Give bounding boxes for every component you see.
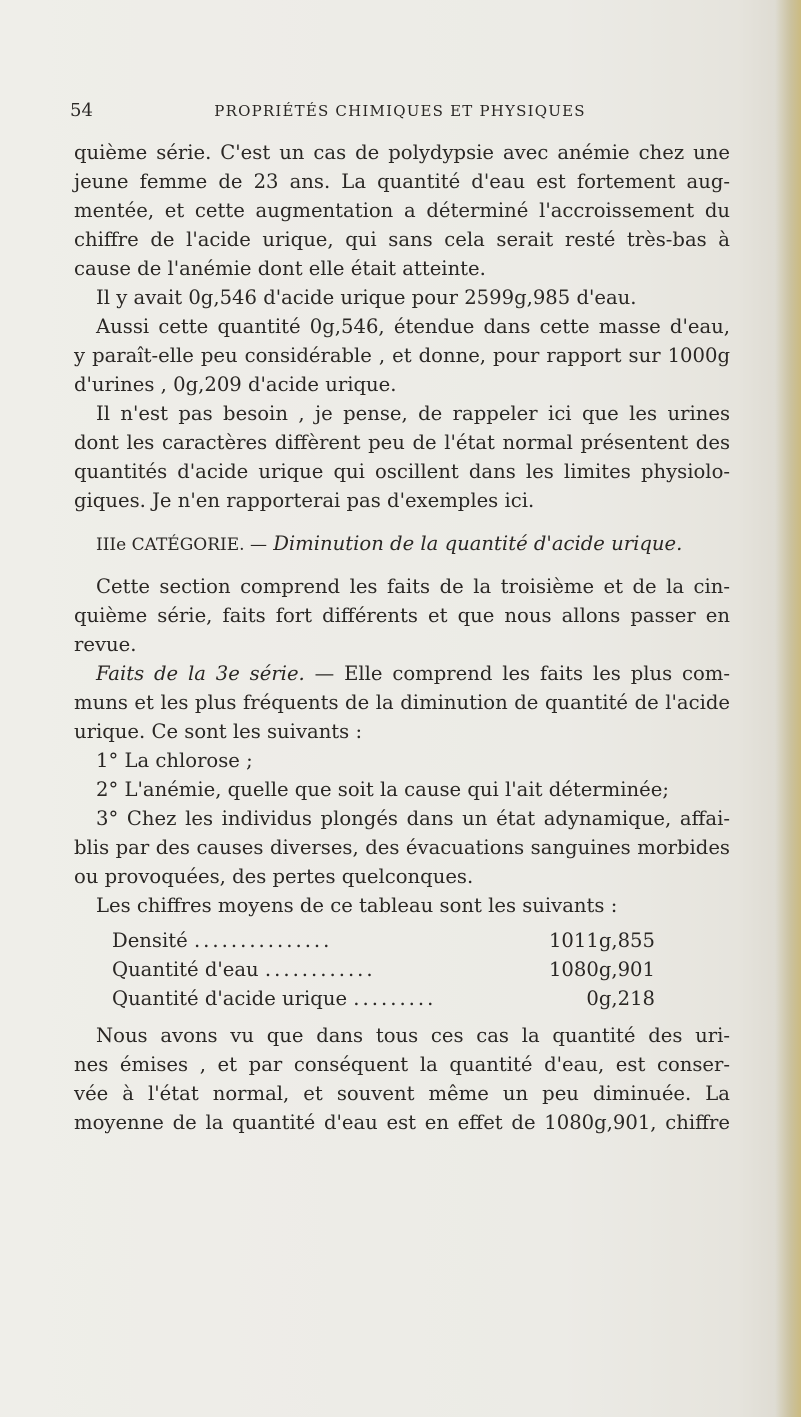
row-value: 0g,218: [586, 987, 655, 1010]
text-line: blis par des causes diverses, des évacuations sanguines morbides: [74, 836, 730, 859]
category-prefix: IIIe CATÉGORIE. —: [96, 535, 267, 555]
text-line: Nous avons vu que dans tous ces cas la quantité des uri-: [96, 1024, 730, 1047]
text-line: mentée, et cette augmentation a déterminé l'accroissement du: [74, 199, 730, 222]
category-heading: [74, 529, 730, 558]
category-title: Diminution de la quantité d'acide urique.: [273, 532, 683, 555]
text-line: Cette section comprend les faits de la troisième et de la cin-: [96, 575, 730, 598]
text-line: cause de l'anémie dont elle était atteinte.: [74, 257, 486, 280]
faits-italic: Faits de la 3e série.: [96, 662, 305, 685]
table-row: [74, 984, 730, 1013]
row-leader: .........: [353, 987, 437, 1010]
row-value: 1080g,901: [548, 958, 655, 981]
values-table: [74, 926, 730, 1013]
text-line: dont les caractères diffèrent peu de l'état normal présentent des: [74, 431, 730, 454]
page-number: 54: [70, 100, 93, 121]
row-label: Densité: [112, 929, 188, 952]
text-line: Aussi cette quantité 0g,546, étendue dans cette masse d'eau,: [96, 315, 730, 338]
page-body: [74, 138, 730, 1137]
list-item: 2° L'anémie, quelle que soit la cause qui l'ait déterminée;: [96, 778, 669, 801]
table-row: [74, 955, 730, 984]
row-label: Quantité d'acide urique: [112, 987, 348, 1010]
row-label: Quantité d'eau: [112, 958, 259, 981]
faits-rest: — Elle comprend les faits les plus com-: [304, 662, 730, 685]
row-value: 1011g,855: [548, 929, 655, 952]
text-line: revue.: [74, 633, 137, 656]
text-line: chiffre de l'acide urique, qui sans cela serait resté très-bas à: [74, 228, 730, 251]
faits-line: [74, 659, 730, 688]
text-line: Il n'est pas besoin , je pense, de rappeler ici que les urines: [96, 402, 730, 425]
list-item: 3° Chez les individus plongés dans un état adynamique, affai-: [96, 807, 730, 830]
text-line: vée à l'état normal, et souvent même un peu diminuée. La: [74, 1082, 730, 1105]
row-leader: ............: [264, 958, 376, 981]
text-line: muns et les plus fréquents de la diminution de quantité de l'acide: [74, 691, 730, 714]
text-line: urique. Ce sont les suivants :: [74, 720, 363, 743]
text-line: quième série. C'est un cas de polydypsie avec anémie chez une: [74, 141, 730, 164]
row-leader: ...............: [193, 929, 333, 952]
page-header: [70, 100, 730, 128]
text-line: y paraît-elle peu considérable , et donne, pour rapport sur 1000g: [74, 344, 730, 367]
text-line: d'urines , 0g,209 d'acide urique.: [74, 373, 397, 396]
text-line: giques. Je n'en rapporterai pas d'exemples ici.: [74, 489, 535, 512]
text-line: quième série, faits fort différents et que nous allons passer en: [74, 604, 730, 627]
text-line: ou provoquées, des pertes quelconques.: [74, 865, 474, 888]
table-row: [74, 926, 730, 955]
text-line: nes émises , et par conséquent la quantité d'eau, est conser-: [74, 1053, 730, 1076]
text-line: Les chiffres moyens de ce tableau sont les suivants :: [96, 894, 618, 917]
list-item: 1° La chlorose ;: [96, 749, 253, 772]
page-edge: [775, 0, 801, 1417]
text-line: jeune femme de 23 ans. La quantité d'eau est fortement aug-: [74, 170, 730, 193]
text-line: quantités d'acide urique qui oscillent dans les limites physiolo-: [74, 460, 730, 483]
text-line: Il y avait 0g,546 d'acide urique pour 2599g,985 d'eau.: [96, 286, 637, 309]
running-title: PROPRIÉTÉS CHIMIQUES ET PHYSIQUES: [214, 102, 586, 120]
text-line: moyenne de la quantité d'eau est en effet de 1080g,901, chiffre: [74, 1111, 730, 1134]
